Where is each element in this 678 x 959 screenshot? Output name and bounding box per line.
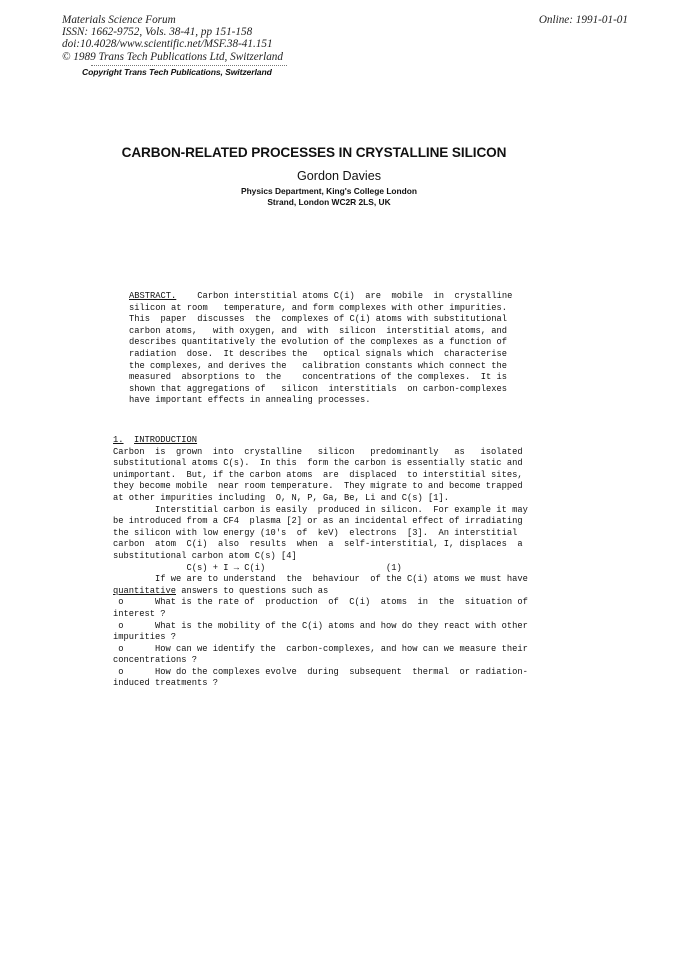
abstract-line: Carbon interstitial atoms C(i) are mobile in crystalline [176, 291, 513, 301]
question-item: o What is the rate of production of C(i) atoms in the situation of [113, 597, 528, 608]
question-item-cont: induced treatments ? [113, 678, 219, 689]
abstract-line: shown that aggregations of silicon interstitials on carbon-complexes [129, 383, 508, 394]
abstract-line: describes quantitatively the evolution of the complexes as a function of [129, 337, 508, 348]
abstract-line: the complexes, and derives the calibration constants which connect the [129, 360, 508, 371]
copyright-notice: © 1989 Trans Tech Publications Ltd, Switzerland [62, 50, 283, 63]
body-line: Carbon is grown into crystalline silicon predominantly as isolated [113, 446, 523, 457]
section-number: 1. [113, 435, 124, 445]
scan-copyright-stamp: Copyright Trans Tech Publications, Switzerland [82, 67, 272, 77]
online-date: Online: 1991-01-01 [538, 14, 628, 26]
author-name: Gordon Davies [297, 169, 381, 183]
body-line: be introduced from a CF4 plasma [2] or as an incidental effect of irradiating [113, 516, 523, 527]
question-item: o How do the complexes evolve during subsequent thermal or radiation- [113, 666, 528, 677]
section-heading: INTRODUCTION [134, 435, 198, 445]
doi-link[interactable]: doi:10.4028/www.scientific.net/MSF.38-41.151 [62, 38, 273, 51]
body-line: at other impurities including O, N, P, Ga, Be, Li and C(s) [1]. [113, 492, 450, 503]
body-line: If we are to understand the behaviour of the C(i) atoms we must have [113, 574, 528, 585]
body-line: carbon atom C(i) also results when a self-interstitial, I, displaces a [113, 539, 523, 550]
body-line: substitutional carbon atom C(s) [4] [113, 550, 297, 561]
affiliation-address: Strand, London WC2R 2LS, UK [267, 197, 391, 207]
journal-name: Materials Science Forum [62, 14, 176, 26]
issn-volume-pages: ISSN: 1662-9752, Vols. 38-41, pp 151-158 [62, 26, 253, 39]
publication-metadata [62, 14, 283, 63]
body-line: unimportant. But, if the carbon atoms are displaced to interstitial sites, [113, 469, 523, 480]
abstract-line: carbon atoms, with oxygen, and with silicon interstitial atoms, and [129, 325, 508, 336]
body-line: answers to questions such as [176, 585, 329, 596]
question-item: o What is the mobility of the C(i) atoms and how do they react with other [113, 620, 528, 631]
body-line: substitutional atoms C(s). In this form the carbon is essentially static and [113, 458, 523, 469]
section-introduction [113, 435, 528, 690]
abstract-line: radiation dose. It describes the optical signals which characterise [129, 348, 508, 359]
question-item-cont: impurities ? [113, 632, 177, 643]
body-line: Interstitial carbon is easily produced in silicon. For example it may [113, 504, 528, 515]
abstract [129, 291, 512, 407]
emphasis-quantitative: quantitative [113, 585, 177, 596]
abstract-line: silicon at room temperature, and form complexes with other impurities. [129, 302, 508, 313]
affiliation-department: Physics Department, King's College London [240, 186, 418, 196]
divider [91, 65, 287, 66]
question-item-cont: interest ? [113, 608, 166, 619]
body-line: they become mobile near room temperature. They migrate to and become trapped [113, 481, 523, 492]
equation-1: C(s) + I → C(i) (1) [113, 562, 402, 573]
question-item-cont: concentrations ? [113, 655, 198, 666]
abstract-label: ABSTRACT. [129, 291, 177, 301]
abstract-line: This paper discusses the complexes of C(i) atoms with substitutional [129, 314, 508, 325]
paper-title: CARBON-RELATED PROCESSES IN CRYSTALLINE SILICON [121, 145, 507, 160]
abstract-line: have important effects in annealing processes. [129, 395, 371, 406]
body-line: the silicon with low energy (10's of keV) electrons [3]. An interstitial [113, 527, 518, 538]
question-item: o How can we identify the carbon-complexes, and how can we measure their [113, 643, 528, 654]
abstract-line: measured absorptions to the concentrations of the complexes. It is [129, 372, 508, 383]
